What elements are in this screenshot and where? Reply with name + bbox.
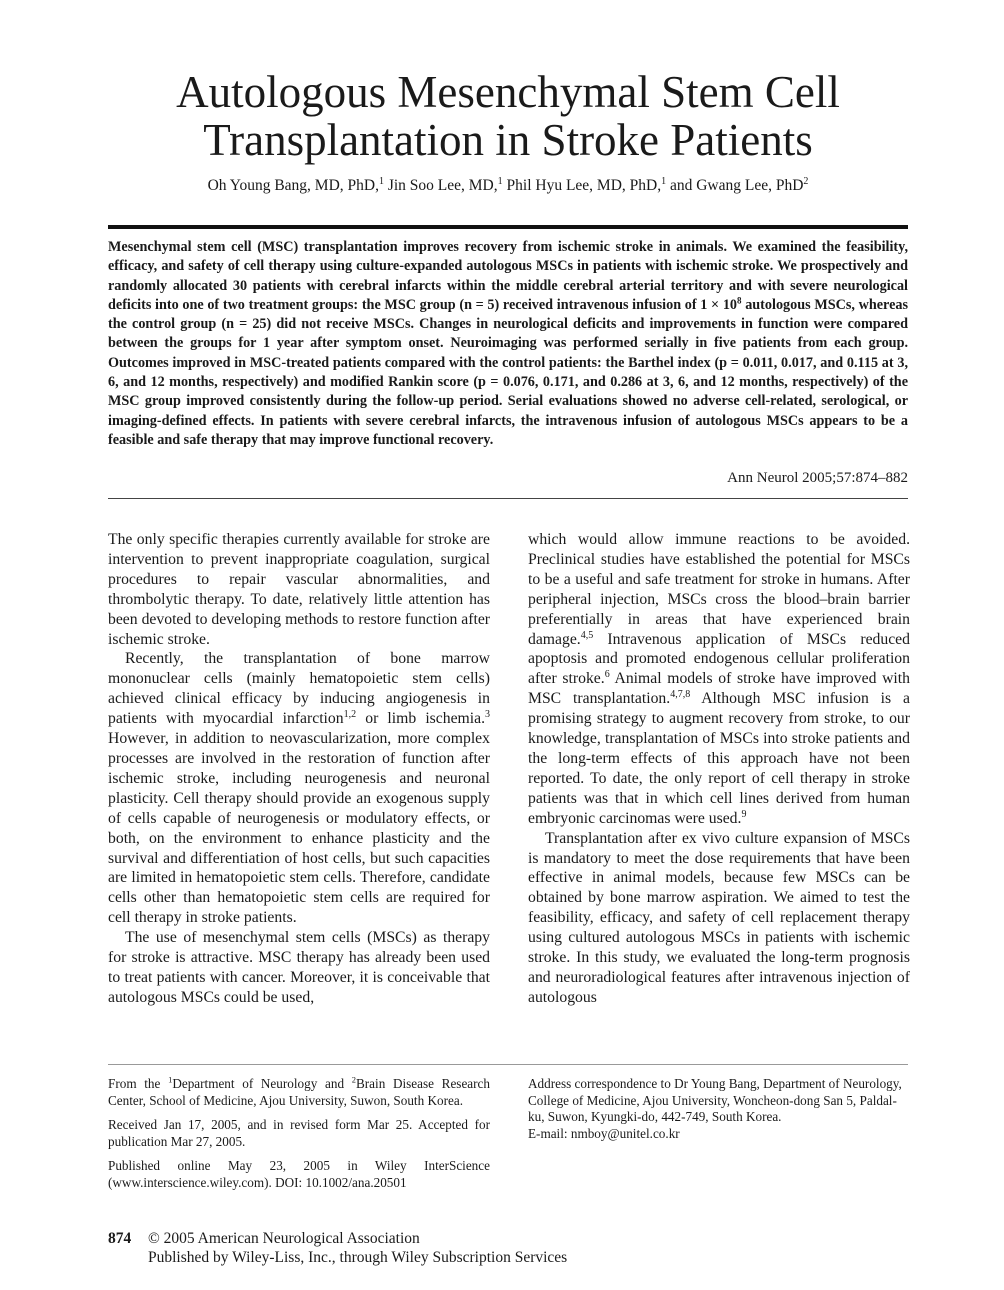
author-name: and Gwang Lee, PhD <box>669 177 804 195</box>
paragraph-text: or limb ischemia. <box>356 710 485 728</box>
author-name: Jin Soo Lee, MD, <box>387 177 498 195</box>
footnote-text: Department of Neurology and <box>172 1076 352 1091</box>
paragraph-text: However, in addition to neovascularization, more complex processes are involved in the restoration of function after ischemic stroke, including neurogenesis and neuronal plasticity. Cell therapy should provide an exogenous supply of cells capable of neurogenesis or modulatory effects, or both, on the environment to enhance plasticity and the survival and differentiation of host cells, but such capacities are limited in hematopoietic stem cells. Therefore, candidate cells other than hematopoietic stem cells are required for cell therapy in stroke patients. <box>108 730 490 927</box>
body-paragraph <box>528 530 910 829</box>
affiliation-marker: 2 <box>803 176 809 187</box>
abstract <box>108 238 908 450</box>
body-paragraph: Transplantation after ex vivo culture expansion of MSCs is mandatory to meet the dose requirements that have been effective in animal models, because few MSCs can be obtained by bone marrow aspiration. We aimed to test the feasibility, efficacy, and safety of cell replacement therapy using cultured autologous MSCs in patients with ischemic stroke. In this study, we evaluated the long-term prognosis and neuroradiological features after intravenous injection of autologous <box>528 829 910 1006</box>
body-paragraph: The only specific therapies currently available for stroke are intervention to prevent inappropriate coagulation, surgical procedures to repair vascular abnormalities, and thrombolytic therapy. To date, relatively little attention has been devoted to developing methods to restore function after ischemic stroke. <box>108 531 490 648</box>
paragraph-text: Although MSC infusion is a promising strategy to augment recovery from stroke, to our knowledge, transplantation of MSCs into stroke patients and the long-term effects of this approach have not been reported. To date, the only report of cell therapy in stroke patients was that in which cell lines derived from human embryonic carcinomas were used. <box>528 690 910 827</box>
body-paragraph <box>108 649 490 928</box>
title-line-2: Transplantation in Stroke Patients <box>203 115 813 165</box>
abstract-text-part-1: Mesenchymal stem cell (MSC) transplantation improves recovery from ischemic stroke in animals. We examined the feasibility, efficacy, and safety of cell therapy using culture-expanded autologous MSCs in patients with ischemic stroke. We prospectively and randomly allocated 30 patients with cerebral infarcts within the middle cerebral arterial territory and with severe neurological deficits into one of two treatment groups: the MSC group (n = 5) received intravenous infusion of 1 × 10 <box>108 239 908 313</box>
footnotes-left <box>108 1076 490 1200</box>
footnote-text: Brain Disease Research Center, School of Medicine, Ajou University, Suwon, South Korea. <box>108 1076 490 1108</box>
affiliation-note <box>108 1076 490 1109</box>
footnote-divider <box>108 1064 908 1065</box>
abstract-text-part-2: autologous MSCs, whereas the control group (n = 25) did not receive MSCs. Changes in neurological deficits and improvements in function were compared between the groups for 1 year after symptom onset. Neuroimaging was performed serially in five patients from each group. Outcomes improved in MSC-treated patients compared with the control patients: the Barthel index (p = 0.011, 0.017, and 0.115 at 3, 6, and 12 months, respectively) and modified Rankin score (p = 0.076, 0.171, and 0.286 at 3, 6, and 12 months, respectively) of the MSC group improved consistently during the follow-up period. Serial evaluations showed no adverse cell-related, serological, or imaging-defined effects. In patients with severe cerebral infarcts, the intravenous infusion of autologous MSCs appears to be a feasible and safe therapy that may improve functional recovery. <box>108 296 908 448</box>
paragraph-text: Animal models of stroke have improved with MSC transplantation. <box>528 670 910 708</box>
article-title <box>108 68 908 164</box>
correspondence-email: E-mail: nmboy@unitel.co.kr <box>528 1125 680 1141</box>
paragraph-text: Recently, the transplantation of bone marrow mononuclear cells (mainly hematopoietic stem cells) achieved clinical efficacy by inducing angiogenesis in patients with myocardial infarction <box>108 650 490 728</box>
reference-marker: 3 <box>485 708 490 720</box>
publisher-line: Published by Wiley-Liss, Inc., through Wiley Subscription Services <box>148 1249 568 1266</box>
page-footer <box>108 1229 567 1267</box>
reference-marker: 9 <box>741 808 747 820</box>
reference-marker: 4,7,8 <box>670 689 691 701</box>
abstract-divider <box>108 498 908 499</box>
correspondence-address: Address correspondence to Dr Young Bang, Department of Neurology, College of Medicine, Ajou University, Woncheon-dong San 5, Paldal-ku, Suwon, Kyungki-do, 442-749, South Korea. <box>528 1076 902 1125</box>
author-name: Oh Young Bang, MD, PhD, <box>207 177 379 195</box>
header-divider <box>108 225 908 229</box>
published-note: Published online May 23, 2005 in Wiley InterScience (www.interscience.wiley.com). DOI: 10.1002/ana.20501 <box>108 1158 490 1190</box>
affiliation-marker: 1 <box>497 176 503 187</box>
author-list <box>108 176 908 195</box>
page-number: 874 <box>108 1230 132 1247</box>
body-column-left <box>108 530 490 1008</box>
author-name: Phil Hyu Lee, MD, PhD, <box>506 177 662 195</box>
affiliation-marker: 1 <box>378 176 384 187</box>
footnote-text: From the <box>108 1076 169 1091</box>
footnotes-right <box>528 1076 910 1142</box>
journal-citation: Ann Neurol 2005;57:874–882 <box>727 470 908 486</box>
affiliation-marker: 2 <box>351 1074 356 1085</box>
affiliation-marker: 1 <box>661 176 667 187</box>
body-paragraph: The use of mesenchymal stem cells (MSCs) as therapy for stroke is attractive. MSC therapy has already been used to treat patients with cancer. Moreover, it is conceivable that autologous MSCs could be used, <box>108 929 490 1006</box>
received-note: Received Jan 17, 2005, and in revised form Mar 25. Accepted for publication Mar 27, 2005. <box>108 1117 490 1149</box>
exponent: 8 <box>737 295 742 306</box>
reference-marker: 4,5 <box>580 629 594 641</box>
reference-marker: 1,2 <box>343 708 357 720</box>
affiliation-marker: 1 <box>168 1074 173 1085</box>
copyright-notice: © 2005 American Neurological Association <box>148 1230 420 1247</box>
reference-marker: 6 <box>604 669 610 681</box>
body-column-right <box>528 530 910 1008</box>
paragraph-text: Intravenous application of MSCs reduced apoptosis and promoted endogenous cellular proliferation after stroke. <box>528 630 910 688</box>
paragraph-text: which would allow immune reactions to be avoided. Preclinical studies have established the potential for MSCs to be a useful and safe treatment for stroke in humans. After peripheral injection, MSCs cross the blood–brain barrier preferentially in areas that have experienced brain damage. <box>528 531 910 648</box>
title-line-1: Autologous Mesenchymal Stem Cell <box>176 67 840 117</box>
